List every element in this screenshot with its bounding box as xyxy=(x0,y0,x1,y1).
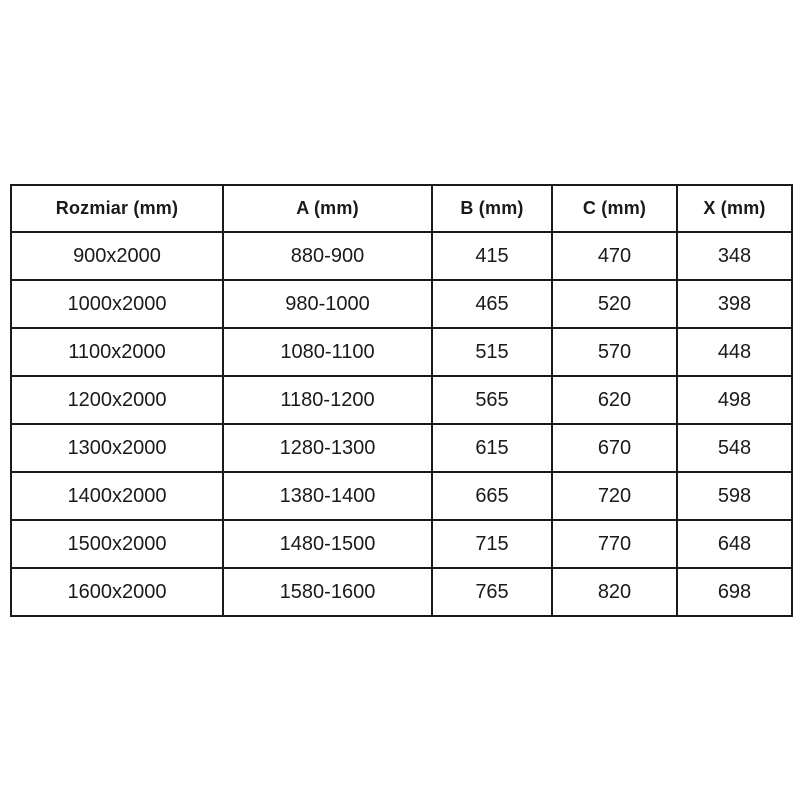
table-row xyxy=(11,232,792,280)
header-b: B (mm) xyxy=(432,185,552,232)
header-c: C (mm) xyxy=(552,185,677,232)
cell-x: 648 xyxy=(677,520,792,568)
cell-rozmiar: 1200x2000 xyxy=(11,376,223,424)
cell-x: 598 xyxy=(677,472,792,520)
cell-c: 770 xyxy=(552,520,677,568)
cell-a: 1480-1500 xyxy=(223,520,432,568)
cell-b: 415 xyxy=(432,232,552,280)
table-row xyxy=(11,328,792,376)
table-row xyxy=(11,424,792,472)
cell-b: 715 xyxy=(432,520,552,568)
cell-x: 698 xyxy=(677,568,792,616)
cell-b: 615 xyxy=(432,424,552,472)
header-rozmiar: Rozmiar (mm) xyxy=(11,185,223,232)
size-dimensions-table xyxy=(10,184,793,617)
table-row xyxy=(11,568,792,616)
cell-a: 1080-1100 xyxy=(223,328,432,376)
cell-c: 570 xyxy=(552,328,677,376)
cell-c: 720 xyxy=(552,472,677,520)
cell-x: 548 xyxy=(677,424,792,472)
table-row xyxy=(11,376,792,424)
cell-b: 515 xyxy=(432,328,552,376)
cell-rozmiar: 1300x2000 xyxy=(11,424,223,472)
cell-a: 1580-1600 xyxy=(223,568,432,616)
table-row xyxy=(11,472,792,520)
cell-a: 1280-1300 xyxy=(223,424,432,472)
cell-a: 880-900 xyxy=(223,232,432,280)
cell-b: 665 xyxy=(432,472,552,520)
table-header xyxy=(11,185,792,232)
header-a: A (mm) xyxy=(223,185,432,232)
cell-c: 470 xyxy=(552,232,677,280)
cell-rozmiar: 1600x2000 xyxy=(11,568,223,616)
cell-rozmiar: 900x2000 xyxy=(11,232,223,280)
header-row xyxy=(11,185,792,232)
cell-x: 448 xyxy=(677,328,792,376)
cell-c: 620 xyxy=(552,376,677,424)
header-x: X (mm) xyxy=(677,185,792,232)
cell-rozmiar: 1500x2000 xyxy=(11,520,223,568)
cell-a: 1180-1200 xyxy=(223,376,432,424)
table-row xyxy=(11,280,792,328)
cell-a: 1380-1400 xyxy=(223,472,432,520)
cell-rozmiar: 1400x2000 xyxy=(11,472,223,520)
cell-rozmiar: 1100x2000 xyxy=(11,328,223,376)
cell-x: 498 xyxy=(677,376,792,424)
cell-a: 980-1000 xyxy=(223,280,432,328)
cell-b: 565 xyxy=(432,376,552,424)
cell-x: 398 xyxy=(677,280,792,328)
size-table-body xyxy=(11,232,792,616)
cell-b: 465 xyxy=(432,280,552,328)
cell-x: 348 xyxy=(677,232,792,280)
cell-rozmiar: 1000x2000 xyxy=(11,280,223,328)
cell-c: 820 xyxy=(552,568,677,616)
cell-c: 520 xyxy=(552,280,677,328)
table-row xyxy=(11,520,792,568)
cell-b: 765 xyxy=(432,568,552,616)
cell-c: 670 xyxy=(552,424,677,472)
